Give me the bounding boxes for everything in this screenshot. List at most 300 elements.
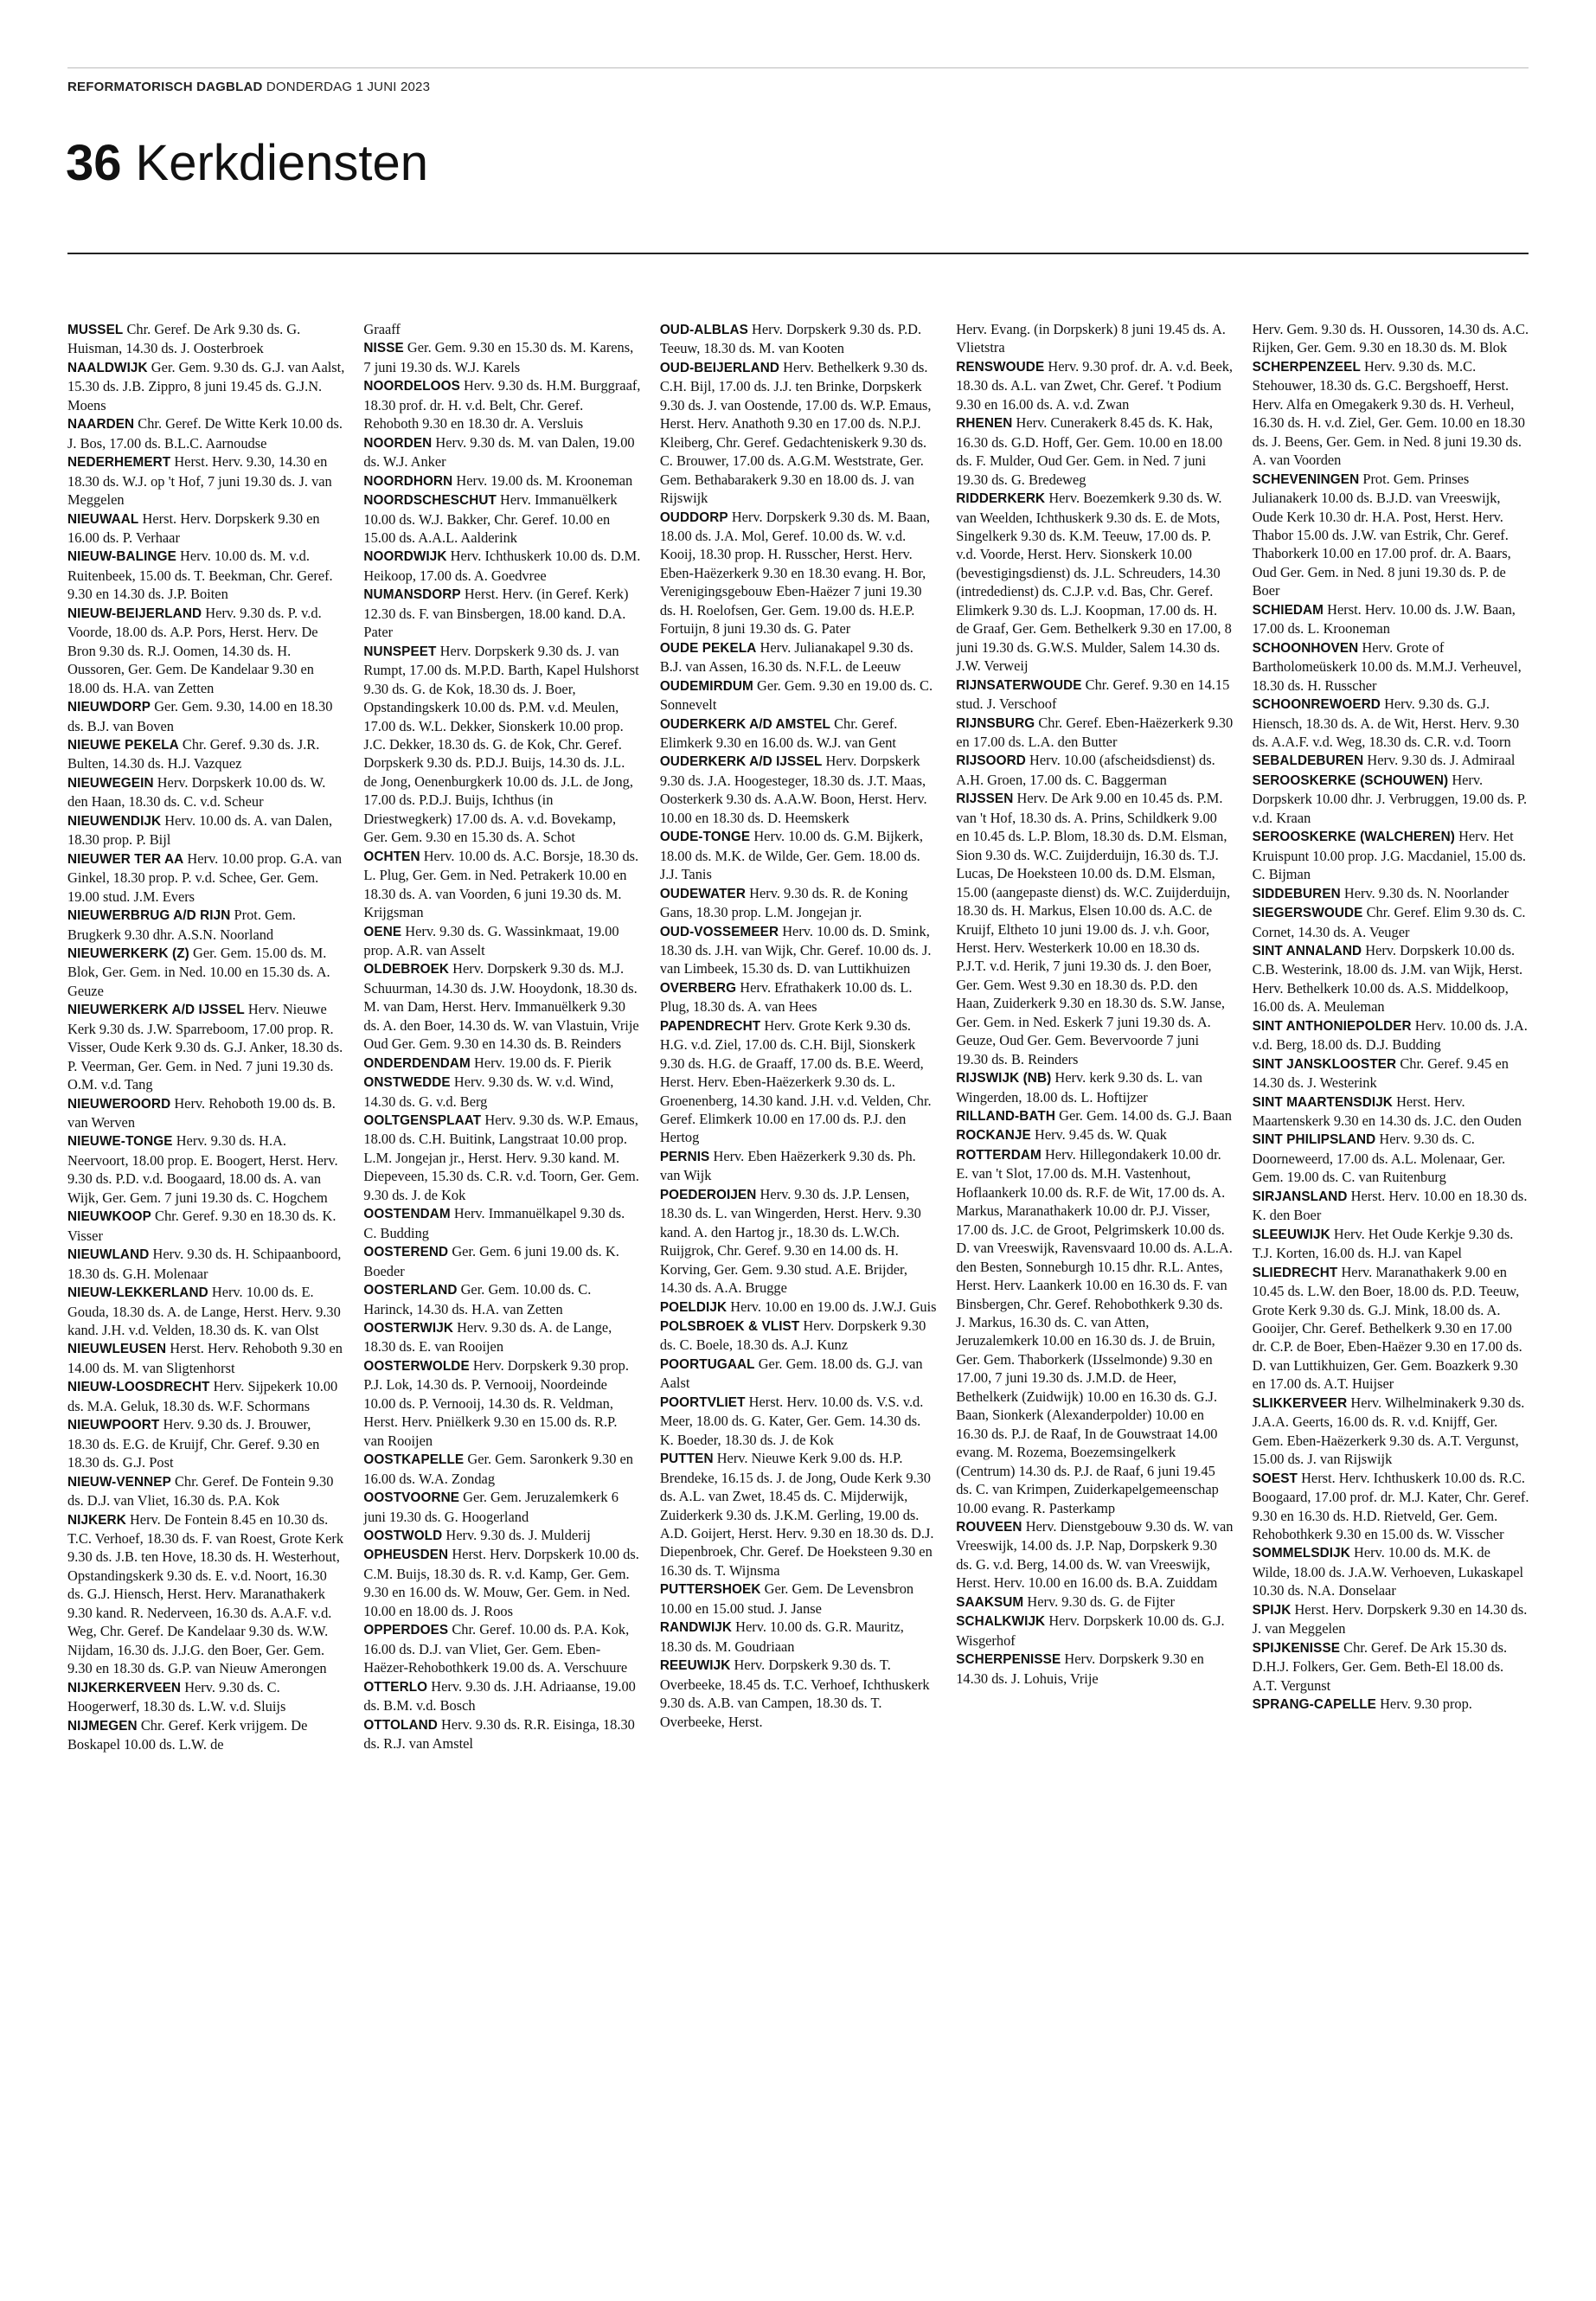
service-entry xyxy=(67,1131,344,1207)
place-name: OTTERLO xyxy=(363,1679,428,1695)
service-entry xyxy=(1253,638,1529,695)
page-number: 36 xyxy=(66,135,122,191)
place-name: OPHEUSDEN xyxy=(363,1548,449,1563)
service-details: Herv. Hillegondakerk 10.00 dr. E. van 't Slot, 17.00 ds. M.H. Vastenhout, Hoflaankerk 10.00 ds. R.F. de Wit, 17.00 ds. A. Markus, Maranathakerk 10.00 dr. P.J. Visser, 17.00 ds. J.C. de Groot, Pelgrimskerk 10.00 ds. D. van Vreeswijk, Ravensvaard 10.00 ds. A.L.A. den Besten, Sonneburgh 10.15 dhr. R.L. Antes, Herst. Herv. Laankerk 10.00 en 16.30 ds. F. van Binsbergen, Chr. Geref. Rehobothkerk 9.30 ds. J. Markus, 16.30 ds. C. van Atten, Jeruzalemkerk 10.00 en 16.30 ds. J. de Bruin, Ger. Gem. Thaborkerk (IJsselmonde) 9.30 en 17.00, 7 juni 19.30 ds. J.M.D. de Heer, Bethelkerk (Zuidwijk) 10.00 en 16.30 ds. G.J. Baan, Sionkerk (Alexanderpolder) 10.00 en 16.30 ds. P.J. de Raaf, In de Gouwstraat 14.00 evang. M. Rozema, Boezemsingelkerk (Centrum) 14.30 ds. P.J. de Raaf, 6 juni 19.45 ds. C. van Krimpen, Zuiderkapelgemeenschap 10.00 evang. R. Pasterkamp xyxy=(956,1145,1233,1516)
place-name: OUD-ALBLAS xyxy=(659,323,748,337)
service-entry xyxy=(660,1147,937,1185)
service-entry xyxy=(67,452,344,509)
service-entry xyxy=(67,735,344,773)
service-entry xyxy=(363,1620,640,1676)
service-entry xyxy=(1253,903,1529,941)
service-details: Herv. 9.30 ds. H.M. Burggraaf, 18.30 prof. dr. H. v.d. Belt, Chr. Geref. Rehoboth 9.30 en 18.30 dr. A. Versluis xyxy=(363,377,641,433)
service-details: Herv. 9.30 ds. J.P. Lensen, 18.30 ds. L. van Wingerden, Herst. Herv. 9.30 kand. A. den Hartog jr., 18.30 ds. L.W.Ch. Ruijgrok, Chr. Geref. 9.30 en 14.00 ds. H. Korving, Ger. Gem. 9.30 stud. A.E. Brijder, 14.30 ds. A.A. Brugge xyxy=(659,1185,921,1297)
service-entry xyxy=(956,751,1233,789)
service-details: Herv. 9.30 ds. N. Noorlander xyxy=(1343,884,1509,901)
place-name: NIEUWE PEKELA xyxy=(67,737,179,753)
service-details: Herv. Bethelkerk 9.30 ds. C.H. Bijl, 17.00 ds. J.J. ten Brinke, Dorpskerk 9.30 ds. J. van Oostende, 17.00 ds. W.P. Emaus, Herst. Herv. Anathoth 9.30 en 17.00 ds. N.P.J. Kleiberg, Chr. Geref. Gedachteniskerk 9.30 ds. C. Brouwer, 17.00 ds. A.G.M. Weststrate, Ger. Gem. Bethabarakerk 9.30 en 18.00 ds. J. van Rijswijk xyxy=(659,358,932,507)
service-entry xyxy=(660,1016,937,1147)
service-entry xyxy=(956,357,1233,413)
place-name: NIJMEGEN xyxy=(67,1718,138,1734)
service-entry xyxy=(363,922,640,960)
service-entry xyxy=(1253,1054,1529,1093)
service-details: Herv. 9.30 ds. M. van Dalen, 19.00 ds. W.J. Anker xyxy=(363,433,635,471)
service-details: Herv. 10.00 ds. M. v.d. Ruitenbeek, 15.00 ds. T. Beekman, Chr. Geref. 9.30 en 14.30 ds. J.P. Boiten xyxy=(67,548,333,603)
service-entry xyxy=(363,1488,640,1526)
service-details: Herv. Dorpskerk 10.00 ds. G.J. Wisgerhof xyxy=(956,1612,1225,1649)
service-entry xyxy=(1253,1093,1529,1131)
service-details: Herv. Het Oude Kerkje 9.30 ds. T.J. Korten, 16.00 ds. H.J. van Kapel xyxy=(1252,1225,1514,1262)
place-name: SEROOSKERKE (WALCHEREN) xyxy=(1252,830,1455,845)
service-details: Herv. 9.30 ds. P. v.d. Voorde, 18.00 ds. A.P. Pors, Herst. Herv. De Bron 9.30 ds. R.J. Oomen, 14.30 ds. H. Oussoren, Ger. Gem. De Kandelaar 9.30 en 18.00 ds. H.A. van Zetten xyxy=(67,604,322,696)
service-details: Herv. Ichthuskerk 10.00 ds. D.M. Heikoop, 17.00 ds. A. Goedvree xyxy=(363,548,641,584)
place-name: OUD-BEIJERLAND xyxy=(659,360,780,375)
service-entry xyxy=(956,714,1233,752)
place-name: REEUWIJK xyxy=(659,1658,731,1674)
service-entry xyxy=(363,1526,640,1545)
service-entry xyxy=(363,1450,640,1488)
service-entry xyxy=(363,1054,640,1073)
service-entry xyxy=(67,811,344,849)
service-entry xyxy=(1253,941,1529,1016)
title-rule xyxy=(67,253,1529,254)
place-name: SPRANG-CAPELLE xyxy=(1252,1697,1376,1713)
place-name: NIEUWKOOP xyxy=(67,1209,151,1225)
service-entry xyxy=(1253,357,1529,470)
service-details: Herst. Herv. 10.00 en 18.30 ds. K. den Boer xyxy=(1252,1187,1528,1224)
service-entry xyxy=(956,1612,1233,1650)
service-details: Herv. 9.30 ds. W. v.d. Wind, 14.30 ds. G. v.d. Berg xyxy=(363,1074,614,1110)
service-details: Herv. 10.00 (afscheidsdienst) ds. A.H. Groen, 17.00 ds. C. Baggerman xyxy=(956,752,1215,788)
service-entry xyxy=(660,827,937,883)
service-details: Chr. Geref. Kerk vrijgem. De Boskapel 10.00 ds. L.W. de xyxy=(67,1716,308,1753)
place-name: NAARDEN xyxy=(67,417,135,433)
place-name: POEDEROIJEN xyxy=(659,1187,757,1202)
service-details: Herv. Eben Haëzerkerk 9.30 ds. Ph. van Wijk xyxy=(659,1147,916,1184)
place-name: ROCKANJE xyxy=(956,1128,1031,1144)
service-details: Herv. Dorpskerk 10.00 ds. W. den Haan, 18.30 ds. C. v.d. Scheur xyxy=(67,773,326,811)
place-name: ONDERDENDAM xyxy=(363,1055,471,1071)
service-entry xyxy=(660,1355,937,1393)
service-details: Herv. 9.30 ds. H.A. Neervoort, 18.00 prop. E. Boogert, Herst. Herv. 9.30 ds. P.D. v.d. Boogaard, 18.00 ds. A. van Wijk, Ger. Gem. 7 juni 19.30 ds. C. Hogchem xyxy=(67,1132,338,1206)
service-details: Herv. 10.00 en 19.00 ds. J.W.J. Guis xyxy=(730,1298,937,1315)
service-entry xyxy=(363,338,640,376)
service-details: Ger. Gem. 10.00 ds. C. Harinck, 14.30 ds. H.A. van Zetten xyxy=(363,1281,592,1317)
place-name: NIEUWLAND xyxy=(67,1247,150,1263)
service-details: Herst. Herv. Dorpskerk 10.00 ds. C.M. Buijs, 18.30 ds. R. v.d. Kamp, Ger. Gem. 9.30 en 16.00 ds. W. Mouw, Ger. Gem. in Ned. 10.00 en 18.00 ds. J. Roos xyxy=(363,1546,639,1619)
service-entry xyxy=(660,1317,937,1355)
service-entry xyxy=(956,1145,1233,1517)
place-name: NIEUWE-TONGE xyxy=(67,1134,173,1150)
service-details: Chr. Geref. De Ark 9.30 ds. G. Huisman, 14.30 ds. J. Oosterbroek xyxy=(67,321,301,357)
service-details: Herv. Immanuëlkapel 9.30 ds. C. Budding xyxy=(363,1205,625,1241)
service-entry xyxy=(660,676,937,715)
service-entry xyxy=(1253,827,1529,883)
service-details: Herv. Dorpskerk 10.00 dhr. J. Verbruggen, 19.00 ds. P. v.d. Kraan xyxy=(1252,771,1528,826)
place-name: NOORDWIJK xyxy=(363,549,447,565)
service-entry xyxy=(1253,1016,1529,1054)
service-entry xyxy=(660,1298,937,1317)
service-details: Ger. Gem. 9.30 ds. G.J. van Aalst, 15.30 ds. J.B. Zippro, 8 juni 19.45 ds. G.J.N. Moens xyxy=(67,358,345,413)
service-details: Herv. Nieuwe Kerk 9.00 ds. H.P. Brendeke, 16.15 ds. J. de Jong, Oude Kerk 9.30 ds. A.L. van Zwet, 18.45 ds. C. Mijderwijk, Zuiderkerk 9.30 ds. J.K.M. Gerling, 19.00 ds. A.D. Goijert, Herst. Herv. 9.30 en 18.30 ds. D.J. Diepenbroek, Chr. Geref. De Hoeksteen 9.30 en 16.30 ds. T. Wijnsma xyxy=(659,1450,934,1579)
service-details: Herv. Het Kruispunt 10.00 prop. J.G. Macdaniel, 15.00 ds. C. Bijman xyxy=(1252,828,1527,883)
place-name: SIEGERSWOUDE xyxy=(1252,906,1363,921)
service-entry xyxy=(67,1000,344,1093)
place-name: RILLAND-BATH xyxy=(956,1109,1055,1125)
service-entry xyxy=(956,320,1233,357)
place-name: SCHOONREWOERD xyxy=(1252,697,1381,713)
place-name: POLSBROEK & VLIST xyxy=(659,1319,800,1335)
service-details: Herv. Dorpskerk 9.30 ds. J. van Rumpt, 17.00 ds. M.P.D. Barth, Kapel Hulshorst 9.30 ds. G. de Kok, 18.30 ds. J. Boer, Opstandingskerk 10.00 ds. P.M. v.d. Meulen, 17.00 ds. W.L. Dekker, Sionskerk 10.00 prop. J.C. Dekker, 18.30 ds. G. de Kok, Chr. Geref. Dorpskerk 9.30 ds. P.D.J. Buijs, 14.30 ds. J.L. de Jong, Oenenburgkerk 10.00 ds. J.L. de Jong, 17.00 ds. P.D.J. Buijs, Ichthus (in Driestwegkerk) 17.00 ds. A. v.d. Bovekamp, Ger. Gem. 9.30 en 15.30 ds. A. Schot xyxy=(363,642,639,846)
place-name: OUDE-TONGE xyxy=(659,830,751,845)
place-name: NIEUWEROORD xyxy=(67,1096,171,1112)
service-details: Ger. Gem. 9.30 en 19.00 ds. C. Sonnevelt xyxy=(659,676,933,714)
service-details: Herv. Dorpskerk 9.30 ds. M.J. Schuurman, 14.30 ds. J.W. Hooydonk, 18.30 ds. M. van Dam, Herst. Herv. Immanuëlkerk 9.30 ds. A. den Boer, 14.30 ds. W. van Vlastuin, Vrije Oud Ger. Gem. 9.30 en 14.30 ds. B. Reinders xyxy=(363,960,639,1053)
service-entry xyxy=(1253,1543,1529,1599)
place-name: NIJKERKERVEEN xyxy=(67,1680,182,1695)
service-details: Ger. Gem. 15.00 ds. M. Blok, Ger. Gem. in Ned. 10.00 en 15.30 ds. A. Geuze xyxy=(67,944,330,999)
place-name: OVERBERG xyxy=(659,980,737,996)
service-entry xyxy=(67,1415,344,1471)
service-entry xyxy=(1253,1263,1529,1394)
place-name: NIJKERK xyxy=(67,1512,126,1528)
service-details: Chr. Geref. 9.30 ds. J.R. Bulten, 14.30 ds. H.J. Vazquez xyxy=(67,735,320,772)
service-details: Herv. 9.30 ds. M.C. Stehouwer, 18.30 ds. G.C. Bergshoeff, Herst. Herv. Alfa en Omegakerk 9.30 ds. H. Verheul, 16.30 ds. H. v.d. Ziel, Ger. Gem. 10.00 en 18.30 ds. J. Beens, Ger. Gem. in Ned. 8 juni 19.30 ds. A. van Voorden xyxy=(1252,357,1525,469)
place-name: OPPERDOES xyxy=(363,1623,449,1638)
service-entry xyxy=(67,944,344,1000)
service-entry xyxy=(956,789,1233,1068)
service-details: Herv. 10.00 prop. G.A. van Ginkel, 18.30 prop. P. v.d. Schee, Ger. Gem. 19.00 stud. J.M. Evers xyxy=(67,849,343,905)
service-details: Herv. kerk 9.30 ds. L. van Wingerden, 18.00 ds. L. Hoftijzer xyxy=(956,1069,1202,1106)
place-name: SAAKSUM xyxy=(956,1594,1024,1610)
place-name: OUDERKERK A/D IJSSEL xyxy=(659,754,823,770)
place-name: ONSTWEDDE xyxy=(363,1075,451,1091)
place-name: SEROOSKERKE (SCHOUWEN) xyxy=(1252,772,1449,788)
service-details: Herv. Nieuwe Kerk 9.30 ds. J.W. Sparreboom, 17.00 prop. R. Visser, Oude Kerk 9.30 ds. G.J. Anker, 18.30 ds. P. Veerman, Ger. Gem. in Ned. 7 juni 19.30 ds. O.M. v.d. Tang xyxy=(67,1001,343,1093)
service-entry xyxy=(956,1650,1233,1688)
service-entry xyxy=(660,1393,937,1449)
service-details: Herv. 9.30 ds. J. Brouwer, 18.30 ds. E.G. de Kruijf, Chr. Geref. 9.30 en 18.30 ds. G.J. Post xyxy=(67,1416,320,1471)
service-entry xyxy=(67,1207,344,1245)
service-entry xyxy=(660,978,937,1016)
service-details: Ger. Gem. 9.30, 14.00 en 18.30 ds. B.J. van Boven xyxy=(67,698,333,734)
service-details: Herv. Sijpekerk 10.00 ds. M.A. Geluk, 18.30 ds. W.F. Schormans xyxy=(67,1378,338,1414)
place-name: OUDDORP xyxy=(659,510,728,525)
place-name: RIJNSBURG xyxy=(956,715,1035,731)
service-entry xyxy=(1253,320,1529,357)
service-entry xyxy=(363,959,640,1053)
place-name: NIEUW-VENNEP xyxy=(67,1474,171,1490)
service-entry xyxy=(1253,470,1529,600)
service-details: Ger. Gem. 9.30 en 15.30 ds. M. Karens, 7 juni 19.30 ds. W.J. Karels xyxy=(363,339,634,375)
service-entry xyxy=(67,1716,344,1754)
service-entry xyxy=(363,847,640,922)
service-details: Herv. 10.00 ds. A. van Dalen, 18.30 prop. P. Bijl xyxy=(67,811,333,849)
service-entry xyxy=(956,1517,1233,1593)
place-name: NIEUWERKERK (Z) xyxy=(67,945,189,961)
place-name: OOSTEREND xyxy=(363,1245,449,1260)
place-name: ROUVEEN xyxy=(956,1520,1022,1535)
place-name: OOSTENDAM xyxy=(363,1207,451,1222)
service-details: Herv. Evang. (in Dorpskerk) 8 juni 19.45 ds. A. Vlietstra xyxy=(956,321,1226,356)
service-details: Herst. Herv. Rehoboth 9.30 en 14.00 ds. M. van Sligtenhorst xyxy=(67,1340,343,1376)
service-entry xyxy=(1253,1225,1529,1263)
place-name: SOEST xyxy=(1252,1471,1298,1486)
service-details: Herv. Grote of Bartholomeüskerk 10.00 ds. M.M.J. Verheuvel, 18.30 ds. H. Russcher xyxy=(1252,638,1522,694)
service-entry xyxy=(660,1618,937,1656)
service-details: Herv. 9.30 ds. G. de Fijter xyxy=(1027,1593,1175,1610)
service-entry xyxy=(363,1280,640,1318)
place-name: NOORDEN xyxy=(363,435,433,451)
service-entry xyxy=(956,1106,1233,1125)
service-details: Herv. Dorpskerk 9.30 ds. P.D. Teeuw, 18.30 ds. M. van Kooten xyxy=(659,321,922,357)
service-details: Prot. Gem. Prinses Julianakerk 10.00 ds. B.J.D. van Vreeswijk, Oude Kerk 10.30 dr. H.A. Post, Herst. Herv. Thabor 15.00 ds. J.W. van Estrik, Chr. Geref. Thaborkerk 10.00 en 17.00 prof. dr. A. Baars, Oud Ger. Gem. in Ned. 8 juni 19.30 ds. P. de Boer xyxy=(1252,470,1511,599)
place-name: NIEUWENDIJK xyxy=(67,813,162,829)
masthead xyxy=(67,80,430,94)
column-5 xyxy=(1253,320,1529,2266)
service-entry xyxy=(363,1318,640,1356)
service-entry xyxy=(363,471,640,490)
place-name: SIDDEBUREN xyxy=(1252,886,1341,901)
service-details: Herv. 10.00 ds. M.K. de Wilde, 18.00 ds. J.A.W. Verhoeven, Lukaskapel 10.30 ds. N.A. Donselaar xyxy=(1252,1544,1524,1599)
service-entry xyxy=(660,1656,937,1731)
service-details: Herv. Gem. 9.30 ds. H. Oussoren, 14.30 ds. A.C. Rijken, Ger. Gem. 9.30 en 18.30 ds. M. Blok xyxy=(1252,321,1529,356)
service-entry xyxy=(363,1242,640,1280)
service-entry xyxy=(660,638,937,676)
service-entry xyxy=(660,922,937,978)
top-rule xyxy=(67,67,1529,68)
place-name: OOSTVOORNE xyxy=(363,1490,460,1506)
service-details: Herst. Herv. 10.00 ds. V.S. v.d. Meer, 18.00 ds. G. Kater, Ger. Gem. 14.30 ds. K. Boeder, 18.30 ds. J. de Kok xyxy=(659,1393,924,1448)
place-name: NIEUWERBRUG A/D RIJN xyxy=(67,908,231,924)
service-details: Ger. Gem. 14.00 ds. G.J. Baan xyxy=(1059,1107,1232,1125)
column-3 xyxy=(660,320,937,2266)
place-name: RENSWOUDE xyxy=(956,359,1045,375)
service-entry xyxy=(660,884,937,922)
service-entry xyxy=(363,585,640,641)
service-entry xyxy=(1253,751,1529,770)
service-details: Herv. Rehoboth 19.00 ds. B. van Werven xyxy=(67,1094,336,1131)
place-name: SLIKKERVEER xyxy=(1252,1395,1348,1411)
service-details: Herv. 10.00 ds. G.R. Mauritz, 18.30 ds. M. Goudriaan xyxy=(659,1618,904,1655)
place-name: RIJSOORD xyxy=(956,753,1026,769)
service-entry xyxy=(67,547,344,603)
place-name: PUTTEN xyxy=(659,1452,714,1467)
service-entry xyxy=(1253,771,1529,827)
place-name: NIEUWPOORT xyxy=(67,1418,160,1433)
place-name: POORTUGAAL xyxy=(659,1356,755,1372)
place-name: NIEUWER TER AA xyxy=(67,851,184,867)
service-entry xyxy=(956,1125,1233,1144)
place-name: SINT MAARTENSDIJK xyxy=(1252,1094,1393,1110)
place-name: PAPENDRECHT xyxy=(659,1018,761,1034)
place-name: OUD-VOSSEMEER xyxy=(659,924,779,939)
service-details: Chr. Geref. De Fontein 9.30 ds. D.J. van Vliet, 16.30 ds. P.A. Kok xyxy=(67,1472,334,1509)
service-details: Herv. 10.00 ds. G.M. Bijkerk, 18.00 ds. M.K. de Wilde, Ger. Gem. 18.00 ds. J.J. Tanis xyxy=(659,828,923,883)
place-name: SPIJK xyxy=(1252,1602,1292,1618)
service-details: Chr. Geref. 10.00 ds. P.A. Kok, 16.00 ds. D.J. van Vliet, Ger. Gem. Eben-Haëzer-Rehobothkerk 19.00 ds. A. Verschuure xyxy=(363,1621,630,1676)
place-name: SPIJKENISSE xyxy=(1252,1640,1341,1656)
service-details: Herv. 10.00 ds. A.C. Borsje, 18.30 ds. L. Plug, Ger. Gem. in Ned. Petrakerk 10.00 en 18.30 ds. A. van Voorden, 6 juni 19.30 ds. M. Krijgsman xyxy=(363,847,639,921)
place-name: OOSTERLAND xyxy=(363,1283,458,1298)
service-entry xyxy=(363,642,640,847)
place-name: SCHEVENINGEN xyxy=(1252,471,1360,487)
service-details: Herv. 10.00 ds. E. Gouda, 18.30 ds. A. de Lange, Herst. Herv. 9.30 kand. J.H. v.d. Velden, 18.30 ds. K. van Olst xyxy=(67,1284,341,1339)
service-details: Herv. Dorpskerk 9.30 en 14.30 ds. J. Lohuis, Vrije xyxy=(956,1650,1204,1687)
service-details: Herv. 9.30 ds. J. Mulderij xyxy=(445,1527,591,1543)
service-details: Herst. Herv. Maartenskerk 9.30 en 14.30 ds. J.C. den Ouden xyxy=(1252,1093,1522,1130)
place-name: MUSSEL xyxy=(67,323,124,337)
place-name: OTTOLAND xyxy=(363,1717,438,1733)
service-details: Prot. Gem. Brugkerk 9.30 dhr. A.S.N. Noorland xyxy=(67,907,296,943)
service-entry xyxy=(1253,1469,1529,1544)
service-details: Herv. 9.30 ds. J.H. Adriaanse, 19.00 ds. B.M. v.d. Bosch xyxy=(363,1677,636,1715)
service-entry xyxy=(67,358,344,414)
service-entry xyxy=(1253,1394,1529,1469)
service-entry xyxy=(956,489,1233,676)
place-name: SINT JANSKLOOSTER xyxy=(1252,1056,1397,1072)
service-entry xyxy=(67,604,344,697)
service-entry xyxy=(67,1472,344,1510)
service-details: Ger. Gem. 6 juni 19.00 ds. K. Boeder xyxy=(363,1243,619,1279)
service-entry xyxy=(1253,1187,1529,1225)
place-name: SINT PHILIPSLAND xyxy=(1252,1132,1376,1148)
place-name: NIEUW-LOOSDRECHT xyxy=(67,1380,210,1395)
place-name: OOSTERWIJK xyxy=(363,1321,453,1336)
service-entry xyxy=(67,1094,344,1132)
service-details: Herv. Dorpskerk 10.00 ds. C.B. Westerink, 18.00 ds. J.M. van Wijk, Herst. Herv. Bethelkerk 10.00 ds. A.S. Middelkoop, 16.00 ds. A. Meuleman xyxy=(1252,941,1523,1016)
service-entry xyxy=(1253,1638,1529,1695)
place-name: OUDE PEKELA xyxy=(659,640,757,656)
service-entry xyxy=(363,1111,640,1204)
service-entry xyxy=(956,676,1233,714)
service-entry xyxy=(67,510,344,548)
service-details: Chr. Geref. De Ark 15.30 ds. D.H.J. Folkers, Ger. Gem. Beth-El 18.00 ds. A.T. Vergunst xyxy=(1252,1638,1508,1694)
column-4 xyxy=(956,320,1233,2266)
column-2 xyxy=(363,320,640,2266)
place-name: OOLTGENSPLAAT xyxy=(363,1113,482,1129)
place-name: SCHALKWIJK xyxy=(956,1614,1046,1630)
service-entry xyxy=(1253,695,1529,751)
service-entry xyxy=(363,490,640,547)
place-name: NIEUW-BEIJERLAND xyxy=(67,606,202,621)
service-details: Herv. 9.30 ds. W.P. Emaus, 18.00 ds. C.H. Buitink, Langstraat 10.00 prop. L.M. Jongejan jr., Herst. Herv. 9.30 kand. M. Diepeveen, 15.30 ds. C.R. v.d. Toorn, Ger. Gem. 9.30 ds. J. de Kok xyxy=(363,1112,639,1203)
service-details: Herv. Boezemkerk 9.30 ds. W. van Weelden, Ichthuskerk 9.30 ds. E. de Mots, Singelkerk 9.30 ds. K.M. Teeuw, 17.00 ds. P. v.d. Voorde, Herst. Herv. Sionskerk 10.00 (bevestigingsdienst) ds. J.L. Schreuders, 14.30 (intrededienst) ds. C.J.P. v.d. Bas, Chr. Geref. Elimkerk 9.30 ds. L.J. Koopman, 17.00 ds. H. de Graaf, Ger. Gem. Bethelkerk 9.30 en 17.00, 8 juni 19.30 ds. G.W.S. Mulder, Salem 14.30 ds. J.W. Verweij xyxy=(956,490,1232,675)
place-name: PERNIS xyxy=(659,1149,710,1164)
service-details: Herv. 9.30 ds. C. Doorneweerd, 17.00 ds. A.L. Molenaar, Ger. Gem. 19.00 ds. C. van Ruitenburg xyxy=(1252,1131,1506,1186)
service-entry xyxy=(1253,884,1529,903)
place-name: NIEUWDORP xyxy=(67,700,151,715)
place-name: POELDIJK xyxy=(659,1299,727,1315)
service-entry xyxy=(363,376,640,433)
service-details: Ger. Gem. De Levensbron 10.00 en 15.00 stud. J. Janse xyxy=(659,1580,914,1617)
place-name: RIJNSATERWOUDE xyxy=(956,677,1082,693)
service-details: Herv. 9.30 ds. A. de Lange, 18.30 ds. E. van Rooijen xyxy=(363,1319,612,1356)
service-details: Herv. Immanuëlkerk 10.00 ds. W.J. Bakker, Chr. Geref. 10.00 en 15.00 ds. A.A.L. Aalderink xyxy=(363,491,618,546)
service-details: Herv. 9.30 prop. xyxy=(1380,1695,1472,1713)
place-name: SCHERPENISSE xyxy=(956,1652,1061,1668)
service-details: Chr. Geref. Elimkerk 9.30 en 16.00 ds. W.J. van Gent xyxy=(659,715,898,751)
service-details: Herv. Dorpskerk 9.30 ds. J.A. Hoogesteger, 18.30 ds. J.T. Maas, Oosterkerk 9.30 ds. A.A.W. Boon, Herst. Herv. 10.00 en 18.30 ds. D. Heemskerk xyxy=(659,753,927,826)
place-name: SCHIEDAM xyxy=(1252,602,1324,618)
place-name: OENE xyxy=(363,924,402,939)
section-title: Kerkdiensten xyxy=(135,135,429,191)
masthead-paper: REFORMATORISCH DAGBLAD xyxy=(67,80,263,94)
place-name: RIJSSEN xyxy=(956,792,1014,807)
service-entry xyxy=(67,1283,344,1339)
service-details: Herst. Herv. 9.30, 14.30 en 18.30 ds. W.J. op 't Hof, 7 juni 19.30 ds. J. van Meggelen xyxy=(67,453,332,509)
place-name: NUNSPEET xyxy=(363,644,437,659)
service-details: Herv. De Fontein 8.45 en 10.30 ds. T.C. Verhoef, 18.30 ds. F. van Roest, Grote Kerk 9.30 ds. J.B. ten Hove, 18.30 ds. H. Westerhout, Opstandingskerk 9.30 ds. E. v.d. Noort, 16.30 ds. G.J. Hiensch, Herst. Herv. Maranathakerk 9.30 kand. R. Nederveen, 16.30 ds. A.A.F. v.d. Weg, Chr. Geref. De Kandelaar 9.30 ds. W.W. Nijdam, 16.30 ds. J.J.G. den Boer, Ger. Gem. 9.30 en 18.30 ds. G.P. van Nieuw Amerongen xyxy=(67,1510,344,1677)
place-name: NOORDSCHESCHUT xyxy=(363,493,497,509)
service-entry xyxy=(363,1545,640,1620)
service-entry xyxy=(67,773,344,811)
service-details: Herv. 9.30 ds. G.J. Hiensch, 18.30 ds. A. de Wit, Herst. Herv. 9.30 ds. A.A.F. v.d. Weg, 18.30 ds. C.R. v.d. Toorn xyxy=(1252,695,1520,750)
service-entry xyxy=(363,320,640,338)
service-entry xyxy=(660,358,937,508)
service-details: Herv. 9.30 ds. G. Wassinkmaat, 19.00 prop. A.R. van Asselt xyxy=(363,922,619,958)
service-details: Chr. Geref. 9.45 en 14.30 ds. J. Westerink xyxy=(1252,1054,1509,1092)
place-name: NIEUWLEUSEN xyxy=(67,1342,167,1357)
service-entry xyxy=(67,414,344,452)
service-entry xyxy=(1253,1695,1529,1714)
service-entry xyxy=(660,1185,937,1298)
place-name: PUTTERSHOEK xyxy=(659,1582,761,1598)
service-entry xyxy=(660,320,937,358)
service-entry xyxy=(956,413,1233,489)
service-entry xyxy=(956,1068,1233,1106)
service-entry xyxy=(363,433,640,471)
service-details: Herv. 9.30 ds. R.R. Eisinga, 18.30 ds. R.J. van Amstel xyxy=(363,1715,635,1752)
service-entry xyxy=(956,1593,1233,1612)
service-entry xyxy=(363,1073,640,1111)
service-details: Herst. Herv. Ichthuskerk 10.00 ds. R.C. Boogaard, 17.00 prof. dr. M.J. Kater, Chr. Geref. 9.30 en 16.30 ds. H.D. Rietveld, Ger. Gem. Rehobothkerk 9.30 en 15.00 ds. W. Visscher xyxy=(1252,1469,1529,1542)
service-entry xyxy=(1253,1130,1529,1186)
service-details: Herv. 19.00 ds. M. Krooneman xyxy=(456,471,633,489)
place-name: NIEUWERKERK A/D IJSSEL xyxy=(67,1003,245,1018)
place-name: NIEUW-BALINGE xyxy=(67,549,176,565)
service-entry xyxy=(67,1678,344,1716)
place-name: SCHOONHOVEN xyxy=(1252,640,1359,656)
page-title xyxy=(66,135,429,191)
service-details: Herv. 9.30 ds. R. de Koning Gans, 18.30 prop. L.M. Jongejan jr. xyxy=(659,884,908,921)
service-details: Herv. 9.30 prof. dr. A. v.d. Beek, 18.30 ds. A.L. van Zwet, Chr. Geref. 't Podium 9.30 en 16.00 ds. A. v.d. Zwan xyxy=(956,357,1234,413)
service-details: Herv. Julianakapel 9.30 ds. B.J. van Assen, 16.30 ds. N.F.L. de Leeuw xyxy=(659,638,913,676)
service-entry xyxy=(67,697,344,735)
service-details: Graaff xyxy=(363,321,401,337)
place-name: POORTVLIET xyxy=(659,1394,746,1410)
service-details: Herst. Herv. 10.00 ds. J.W. Baan, 17.00 ds. L. Krooneman xyxy=(1252,600,1516,638)
service-details: Herv. Dorpskerk 9.30 ds. C. Boele, 18.30 ds. A.J. Kunz xyxy=(659,1317,926,1354)
column-1 xyxy=(67,320,344,2266)
place-name: SOMMELSDIJK xyxy=(1252,1546,1350,1561)
place-name: NIEUW-LEKKERLAND xyxy=(67,1285,208,1301)
place-name: RANDWIJK xyxy=(659,1620,733,1636)
place-name: OUDEWATER xyxy=(659,886,747,901)
service-details: Herv. Wilhelminakerk 9.30 ds. J.A.A. Geerts, 16.00 ds. R. v.d. Knijff, Ger. Gem. Eben-Haëzerkerk 9.30 ds. A.T. Vergunst, 15.00 ds. J. van Rijswijk xyxy=(1252,1394,1525,1468)
place-name: SINT ANNALAND xyxy=(1252,943,1362,958)
service-entry xyxy=(363,1356,640,1450)
service-details: Herv. 9.30 ds. C. Hoogerwerf, 18.30 ds. L.W. v.d. Sluijs xyxy=(67,1678,286,1715)
place-name: OLDEBROEK xyxy=(363,962,450,977)
service-entry xyxy=(363,1204,640,1242)
service-details: Herv. Cunerakerk 8.45 ds. K. Hak, 16.30 ds. G.D. Hoff, Ger. Gem. 10.00 en 18.00 ds. F. Mulder, Oud Ger. Gem. in Ned. 7 juni 19.30 ds. G. Bredeweg xyxy=(956,414,1223,488)
service-entry xyxy=(1253,1600,1529,1638)
service-details: Herv. 10.00 ds. J.A. v.d. Berg, 18.00 ds. D.J. Budding xyxy=(1252,1016,1528,1054)
service-entry xyxy=(67,1245,344,1283)
service-entry xyxy=(363,1715,640,1753)
service-details: Ger. Gem. 18.00 ds. G.J. van Aalst xyxy=(659,1355,923,1392)
service-entry xyxy=(67,849,344,906)
